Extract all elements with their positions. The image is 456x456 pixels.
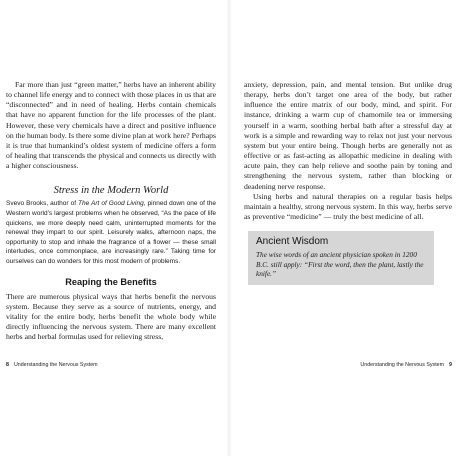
left-paragraph-1: Far more than just “green matter,” herbs have an inherent ability to channel life energy and to connect with those places in us that are “disconnected” and in need of healing. Herbs contain chemicals that have no apparent function for the life processes of the plant. However, these very chemicals have a direct and positive influence on the human body. Is there some divine plan at work here? Perhaps it is true that humankind’s oldest system of medicine offers a form of healing that transcends the physical and connects us directly with a higher consciousness. — [6, 80, 216, 171]
ancient-wisdom-title: Ancient Wisdom — [256, 236, 329, 248]
left-page-footer — [6, 362, 98, 369]
right-paragraph-1: anxiety, depression, pain, and mental tension. But unlike drug therapy, herbs don’t target one area of the body, but rather influence the entire matrix of our body, mind, and spirit. For instance, drinking a warm cup of chamomile tea or immersing yourself in a warm, soothing herbal bath after a stressful day at work is a simple and rewarding way to relax not just your nervous system but your entire being. Though herbs are generally not as effective or as fast-acting as allopathic medicine in dealing with acute pain, they can help relieve and soothe pain by toning and strengthening the nervous system, rather than blocking or deadening nerve response. — [244, 80, 452, 191]
right-page — [244, 80, 452, 285]
ancient-wisdom-quote: The wise words of an ancient physician spoken in 1200 B.C. still apply: “First the word, then the plant, lastly the knife.” — [256, 250, 424, 279]
left-page-number: 8 — [6, 362, 9, 368]
right-paragraph-2: Using herbs and natural therapies on a regular basis helps maintain a healthy, strong nervous system. In this way, herbs serve as preventive “medicine” — truly the best medicine of all. — [244, 191, 452, 222]
left-running-head: Understanding the Nervous System — [13, 362, 98, 368]
left-page — [6, 80, 216, 342]
svevo-brooks-sidebar — [6, 199, 216, 266]
right-page-footer — [360, 362, 452, 369]
left-paragraph-2: There are numerous physical ways that herbs benefit the nervous system. Because they serve as a source of nutrients, energy, and vitality for the entire body, herbs benefit the whole body while directly influencing the nervous system. There are many excellent herbs and herbal formulas used for relieving stress, — [6, 291, 216, 342]
book-gutter — [226, 0, 232, 456]
sidebar-author-text: Svevo Brooks, author of — [6, 200, 79, 208]
right-page-number: 9 — [449, 362, 452, 368]
sidebar-quote-text: , pinned down one of the Western world’s largest problems when he observed, “As the pace of life quickens, we more deeply need calm, uninterrupted moments for the renewal they impart to our spirit. Leisurely walks, afternoon naps, the opportunity to stop and inhale the fragrance of a flower — these small interludes, once commonplace, are increasingly rare.” Taking time for ourselves can do wonders for this most modern of problems. — [6, 200, 216, 265]
heading-reaping-benefits: Reaping the Benefits — [65, 276, 157, 287]
right-running-head: Understanding the Nervous System — [360, 362, 445, 368]
book-title: The Art of Good Living — [78, 200, 144, 208]
heading-stress-modern-world: Stress in the Modern World — [53, 185, 169, 197]
ancient-wisdom-box — [248, 231, 434, 285]
